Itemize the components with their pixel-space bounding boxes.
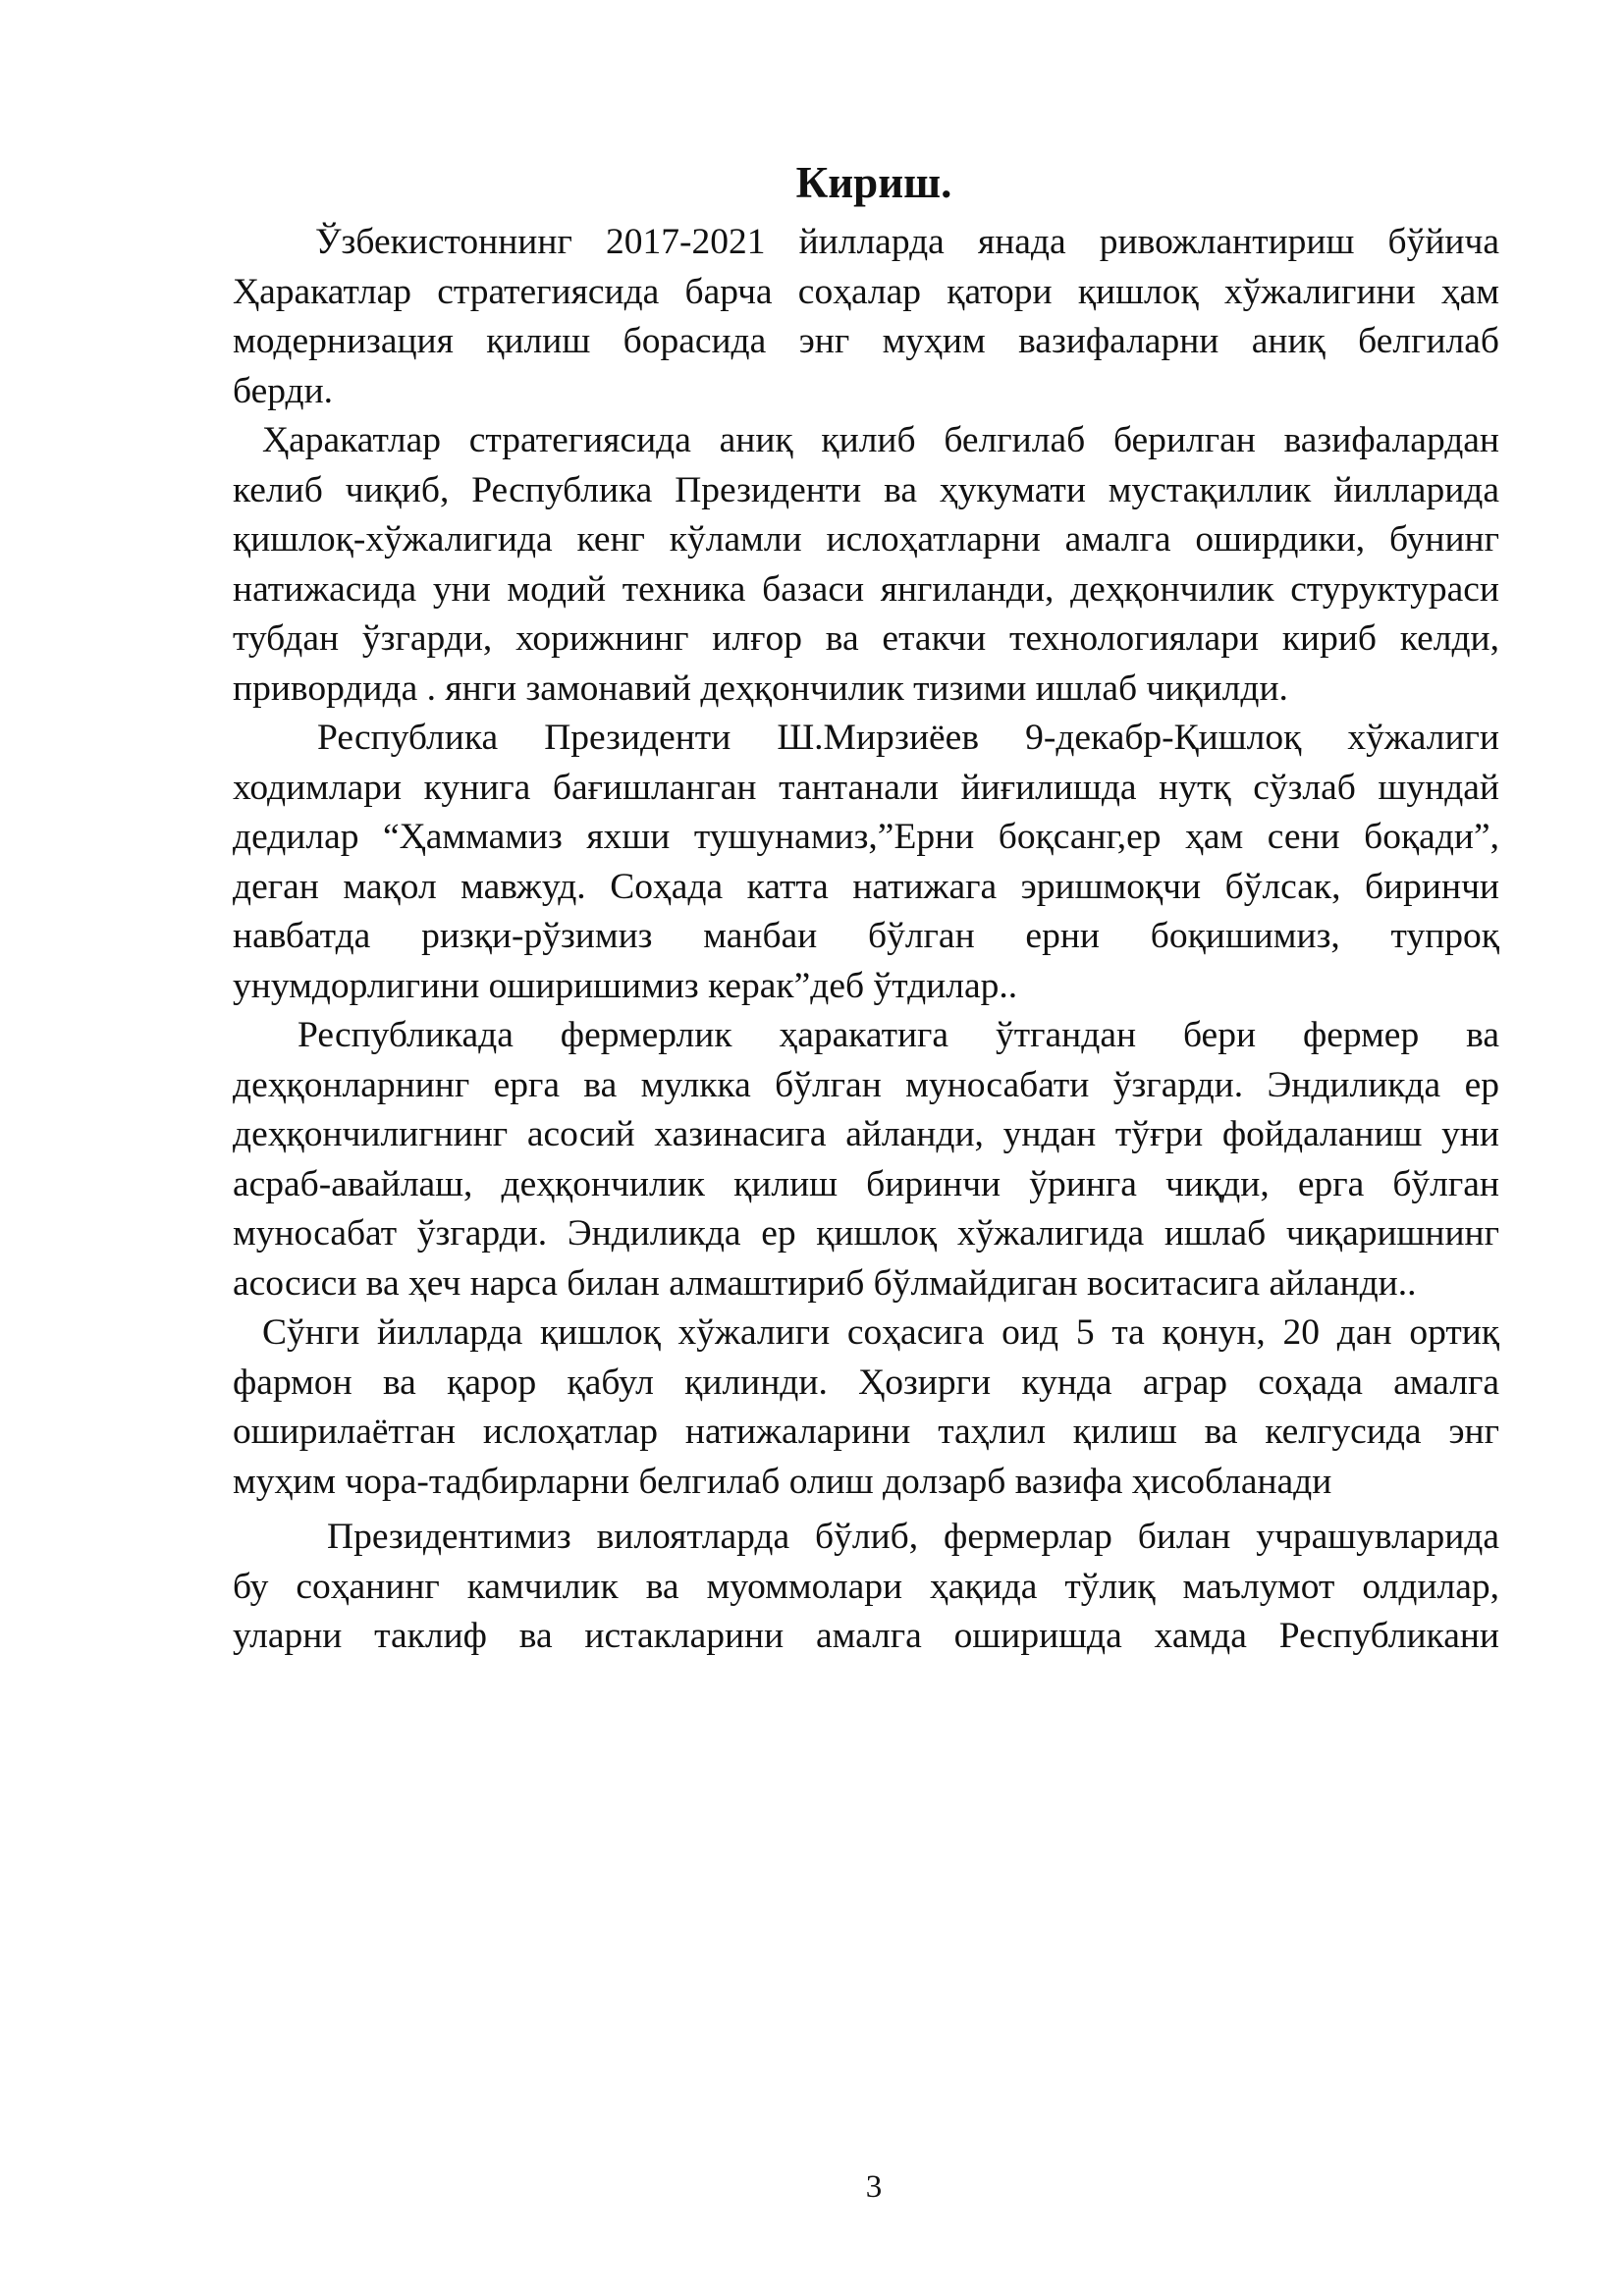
text-line: Республикада фермерлик ҳаракатига ўтгандан бери фермер ва xyxy=(298,1015,1499,1055)
text-line: тубдан ўзгарди, хорижнинг илғор ва етакчи технологиялари кириб келди, xyxy=(233,618,1499,659)
text-line: фармон ва қарор қабул қилинди. Ҳозирги кунда аграр соҳада амалга xyxy=(233,1362,1499,1403)
text-line: Ўзбекистоннинг 2017-2021 йилларда янада ривожлантириш бўйича xyxy=(315,222,1499,262)
text-line: асраб-авайлаш, деҳқончилик қилиш биринчи ўринга чиқди, ерга бўлган xyxy=(233,1163,1499,1204)
text-line: уларни таклиф ва истакларини амалга оширишда хамда Республикани xyxy=(233,1616,1499,1656)
paragraph-5 xyxy=(233,1308,1499,1507)
text-line: деган мақол мавжуд. Соҳада катта натижага эришмоқчи бўлсак, биринчи xyxy=(233,866,1499,907)
text-line: асосиси ва ҳеч нарса билан алмаштириб бўлмайдиган воситасига айланди.. xyxy=(233,1262,1417,1304)
text-line: муносабат ўзгарди. Эндиликда ер қишлоқ хўжалигида ишлаб чиқаришнинг xyxy=(233,1213,1499,1254)
text-line: бу соҳанинг камчилик ва муоммолари ҳақида тўлиқ маълумот олдилар, xyxy=(233,1566,1499,1607)
text-line: унумдорлигини оширишимиз керак”деб ўтдилар.. xyxy=(233,965,1018,1006)
paragraph-3 xyxy=(233,714,1499,1011)
page-number: 3 xyxy=(865,2169,883,2205)
text-line: Сўнги йилларда қишлоқ хўжалиги соҳасига оид 5 та қонун, 20 дан ортиқ xyxy=(262,1312,1499,1353)
text-line: берди. xyxy=(233,370,334,411)
text-line: деҳқончилигнинг асосий хазинасига айланди, ундан тўғри фойдаланиш уни xyxy=(233,1114,1499,1154)
paragraph-1 xyxy=(233,218,1499,416)
text-line: натижасида уни модий техника базаси янгиланди, деҳқончилик стуруктураси xyxy=(233,568,1499,610)
text-line: келиб чиқиб, Республика Президенти ва ҳукумати мустақиллик йилларида xyxy=(233,469,1499,510)
text-line: деҳқонларнинг ерга ва мулкка бўлган муносабати ўзгарди. Эндиликда ер xyxy=(233,1064,1499,1105)
text-line: Ҳаракатлар стратегиясида барча соҳалар қатори қишлоқ хўжалигини ҳам xyxy=(233,271,1499,312)
paragraph-4 xyxy=(233,1011,1499,1308)
text-line: Республика Президенти Ш.Мирзиёев 9-декабр-Қишлоқ хўжалиги xyxy=(317,718,1499,758)
page-title: Кириш. xyxy=(795,158,952,207)
text-line: оширилаётган ислоҳатлар натижаларини таҳлил қилиш ва келгусида энг xyxy=(233,1412,1499,1452)
text-line: навбатда ризқи-рўзимиз манбаи бўлган ерни боқишимиз, тупроқ xyxy=(233,916,1499,956)
document-body xyxy=(233,218,1499,1662)
paragraph-6 xyxy=(233,1513,1499,1662)
text-line: дедилар “Ҳаммамиз яхши тушунамиз,”Ерни боқсанг,ер ҳам сени боқади”, xyxy=(233,817,1499,857)
text-line: қишлоқ-хўжалигида кенг кўламли ислоҳатларни амалга оширдики, бунинг xyxy=(233,519,1499,560)
text-line: привордида . янги замонавий деҳқончилик тизими ишлаб чиқилди. xyxy=(233,667,1288,709)
paragraph-2 xyxy=(233,416,1499,714)
text-line: Ҳаракатлар стратегиясида аниқ қилиб белгилаб берилган вазифалардан xyxy=(262,420,1499,460)
text-line: модернизация қилиш борасида энг муҳим вазифаларни аниқ белгилаб xyxy=(233,321,1499,361)
text-line: муҳим чора-тадбирларни белгилаб олиш долзарб вазифа ҳисобланади xyxy=(233,1461,1332,1502)
text-line: ходимлари кунига бағишланган тантанали йиғилишда нутқ сўзлаб шундай xyxy=(233,767,1499,808)
text-line: Президентимиз вилоятларда бўлиб, фермерлар билан учрашувларида xyxy=(327,1517,1499,1557)
